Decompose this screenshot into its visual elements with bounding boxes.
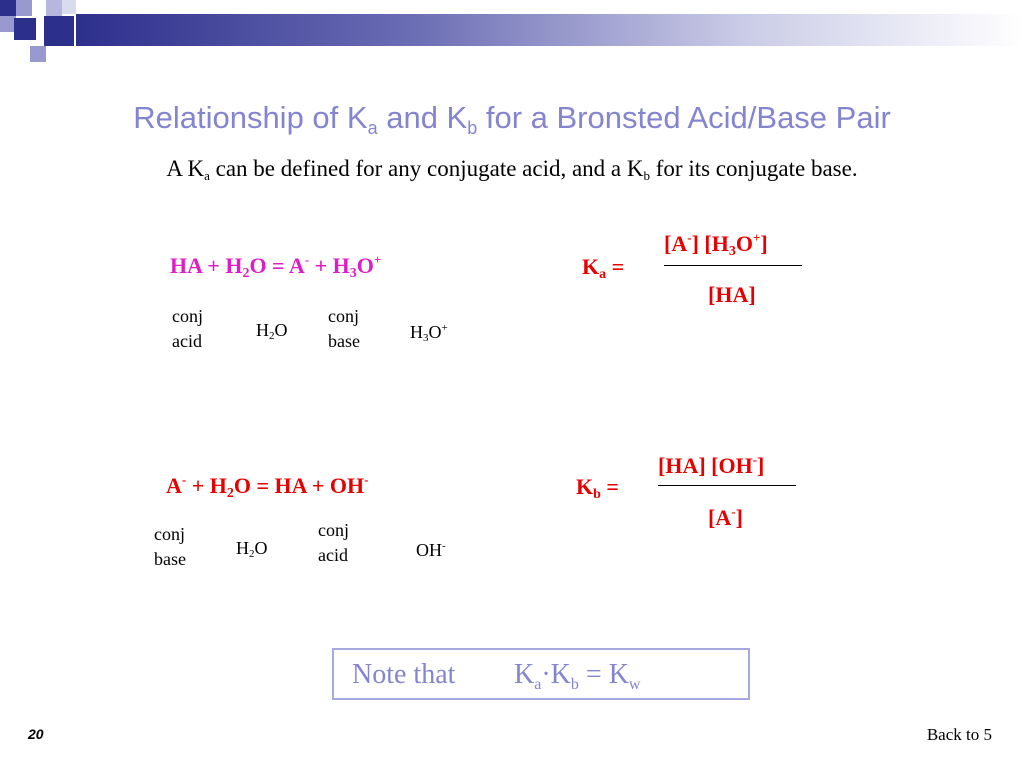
note-lead: Note that	[352, 659, 456, 690]
note-equation: $K_a\cdot K_b = K_w$	[514, 659, 641, 693]
page-number: 20	[28, 726, 44, 742]
kb-numerator: [HA] [OH-]	[658, 452, 765, 478]
ka-fraction-bar	[664, 265, 802, 266]
kb-fraction-bar	[658, 485, 796, 486]
acid-dissociation-equation: HA + $H_2O = A^- + H_3O^+$	[170, 252, 382, 281]
label-hydronium: $H_3O^+$	[410, 322, 448, 344]
label-hydroxide: OH-	[416, 540, 446, 560]
kb-denominator: [A-]	[708, 504, 743, 530]
header-square	[16, 0, 32, 16]
note-box	[332, 648, 750, 700]
header-square	[46, 0, 62, 16]
back-to-slide-5-link[interactable]: Back to 5	[926, 725, 992, 744]
ka-label: $K_a$ =	[582, 254, 625, 282]
base-hydrolysis-equation: $A^- + H_2O$ = HA + OH-	[166, 472, 369, 501]
label-conj-base: conj base	[328, 306, 360, 351]
label-conj-acid: conj acid	[318, 520, 349, 565]
label-water: $H_2O$	[236, 538, 268, 560]
ka-denominator: [HA]	[708, 282, 756, 307]
kb-label: $K_b$ =	[576, 474, 619, 502]
ka-numerator: [A-] $[H_3O^+]$	[664, 230, 768, 259]
label-water: $H_2O$	[256, 320, 288, 342]
header-square	[62, 0, 76, 14]
header-square	[14, 18, 36, 40]
slide-title: Relationship of $K_a$ and $K_b$ for a Bronsted Acid/Base Pair	[133, 100, 891, 138]
header-square	[0, 0, 16, 16]
label-conj-acid: conj acid	[172, 306, 203, 351]
header-square	[44, 16, 74, 46]
header-square	[30, 46, 46, 62]
header-gradient-bar	[76, 14, 1024, 46]
label-conj-base: conj base	[154, 524, 186, 569]
slide-subtitle: A $K_a$ can be defined for any conjugate acid, and a $K_b$ for its conjugate base.	[166, 156, 858, 183]
